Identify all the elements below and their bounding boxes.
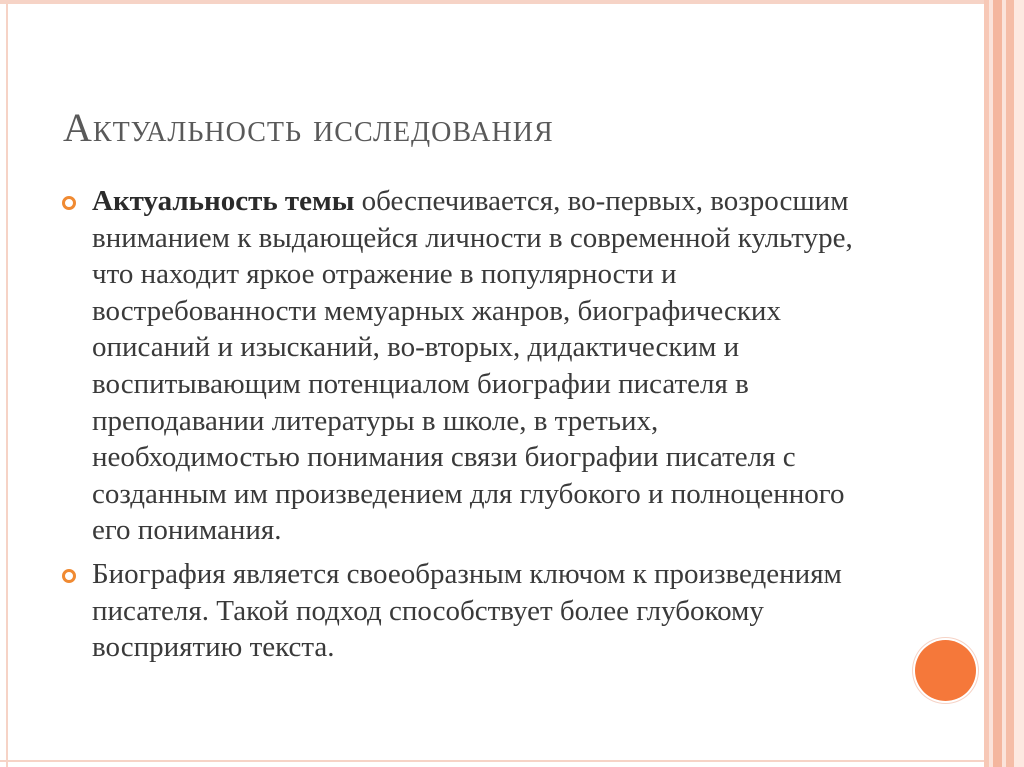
decor-stripe: [1014, 0, 1024, 767]
bullet-item: [60, 183, 860, 549]
slide-title: Актуальность исследования: [63, 105, 554, 150]
bullet-text: обеспечивается, во-первых, возросшим вниманием к выдающейся личности в современной культуре, что находит яркое отражение в популярности и востребованности мемуарных жанров, биографических описаний и изысканий, во-вторых, дидактическим и воспитывающим потенциалом биографии писателя в преподавании литературы в школе, в третьих, необходимостью понимания связи биографии писателя с созданным им произведением для глубокого и полноценного его понимания.: [92, 185, 853, 547]
frame-bottom-line: [0, 760, 985, 762]
bullet-text: Биография является своеобразным ключом к произведениям писателя. Такой подход способствует более глубокому восприятию текста.: [92, 557, 842, 664]
bullet-bold-text: Актуальность темы: [92, 185, 355, 217]
bullet-list: [60, 183, 860, 666]
orange-circle-decoration: [915, 640, 976, 701]
ring-bullet-icon: [62, 196, 76, 210]
decor-stripe: [993, 0, 1002, 767]
frame-top-line: [0, 0, 985, 4]
bullet-item: [60, 556, 860, 666]
decor-stripe: [1006, 0, 1014, 767]
frame-left-line: [6, 0, 8, 767]
ring-bullet-icon: [62, 569, 76, 583]
